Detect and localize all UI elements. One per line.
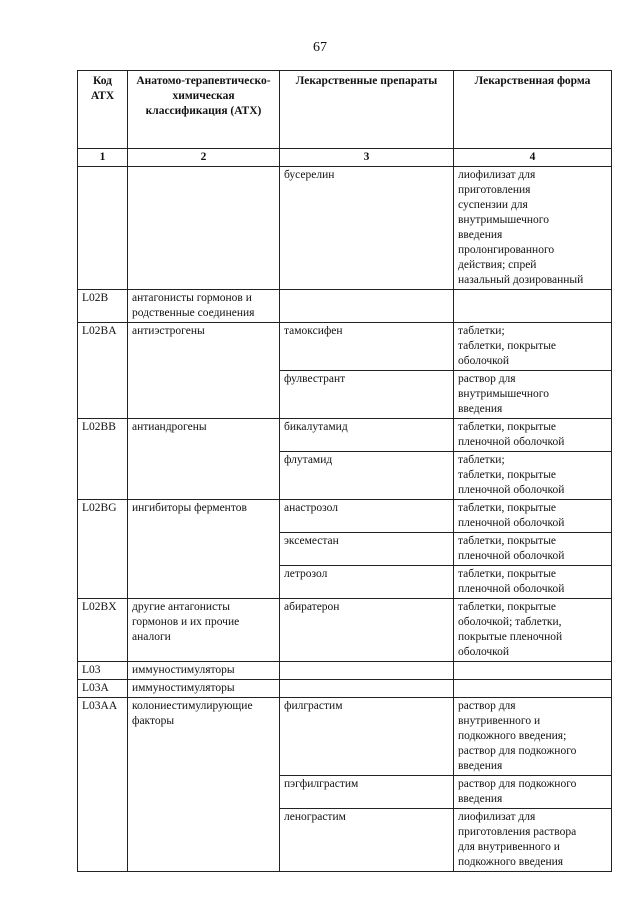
atx-classification: иммуностимуляторы	[128, 680, 280, 698]
atx-classification: антиандрогены	[128, 419, 280, 500]
atx-classification: иммуностимуляторы	[128, 662, 280, 680]
atx-code	[78, 167, 128, 290]
atx-classification: ингибиторы ферментов	[128, 500, 280, 599]
drug-name	[280, 662, 454, 680]
atx-code: L03	[78, 662, 128, 680]
table-row	[78, 599, 612, 662]
atx-code: L02BX	[78, 599, 128, 662]
header-form: Лекарственная форма	[454, 71, 612, 149]
atx-classification: другие антагонисты гормонов и их прочие аналоги	[128, 599, 280, 662]
table-row	[78, 500, 612, 533]
dosage-form: таблетки; таблетки, покрытые оболочкой	[454, 323, 612, 371]
dosage-form	[454, 662, 612, 680]
table-row	[78, 662, 612, 680]
drug-name: тамоксифен	[280, 323, 454, 371]
atx-classification: антагонисты гормонов и родственные соединения	[128, 290, 280, 323]
dosage-form: раствор для подкожного введения	[454, 776, 612, 809]
drug-name: эксеместан	[280, 533, 454, 566]
table-row	[78, 698, 612, 776]
dosage-form: раствор для внутривенного и подкожного введения; раствор для подкожного введения	[454, 698, 612, 776]
atx-classification	[128, 167, 280, 290]
drug-name: летрозол	[280, 566, 454, 599]
dosage-form: раствор для внутримышечного введения	[454, 371, 612, 419]
atx-drug-table	[77, 70, 612, 872]
drug-name	[280, 680, 454, 698]
header-drugs: Лекарственные препараты	[280, 71, 454, 149]
dosage-form: таблетки, покрытые пленочной оболочкой	[454, 419, 612, 452]
column-number: 4	[454, 149, 612, 167]
atx-classification: антиэстрогены	[128, 323, 280, 419]
table-row	[78, 323, 612, 371]
table-header-row	[78, 71, 612, 149]
column-number: 2	[128, 149, 280, 167]
dosage-form: таблетки, покрытые пленочной оболочкой	[454, 500, 612, 533]
drug-name: бикалутамид	[280, 419, 454, 452]
dosage-form	[454, 290, 612, 323]
table-row	[78, 290, 612, 323]
column-number: 1	[78, 149, 128, 167]
atx-code: L02BB	[78, 419, 128, 500]
header-code: Код АТХ	[78, 71, 128, 149]
table-row	[78, 419, 612, 452]
dosage-form: таблетки, покрытые оболочкой; таблетки, покрытые пленочной оболочкой	[454, 599, 612, 662]
dosage-form: таблетки, покрытые пленочной оболочкой	[454, 533, 612, 566]
drug-name: пэгфилграстим	[280, 776, 454, 809]
drug-name: абиратерон	[280, 599, 454, 662]
drug-name: фулвестрант	[280, 371, 454, 419]
dosage-form: лиофилизат для приготовления раствора для внутривенного и подкожного введения	[454, 809, 612, 872]
atx-classification: колониестимулирующие факторы	[128, 698, 280, 872]
atx-code: L02BG	[78, 500, 128, 599]
drug-name: анастрозол	[280, 500, 454, 533]
atx-code: L02B	[78, 290, 128, 323]
drug-name: филграстим	[280, 698, 454, 776]
drug-name: бусерелин	[280, 167, 454, 290]
dosage-form: таблетки, покрытые пленочной оболочкой	[454, 566, 612, 599]
table-row	[78, 680, 612, 698]
dosage-form: лиофилизат для приготовления суспензии для внутримышечного введения пролонгированного действия; спрей назальный дозированный	[454, 167, 612, 290]
header-classification: Анатомо-терапевтическо-химическая классификация (АТХ)	[128, 71, 280, 149]
table-row	[78, 167, 612, 290]
atx-code: L03A	[78, 680, 128, 698]
drug-name	[280, 290, 454, 323]
drug-name: флутамид	[280, 452, 454, 500]
page-number: 67	[313, 40, 327, 55]
atx-code: L02BA	[78, 323, 128, 419]
dosage-form: таблетки; таблетки, покрытые пленочной оболочкой	[454, 452, 612, 500]
column-number: 3	[280, 149, 454, 167]
column-number-row	[78, 149, 612, 167]
atx-code: L03AA	[78, 698, 128, 872]
dosage-form	[454, 680, 612, 698]
drug-name: ленограстим	[280, 809, 454, 872]
